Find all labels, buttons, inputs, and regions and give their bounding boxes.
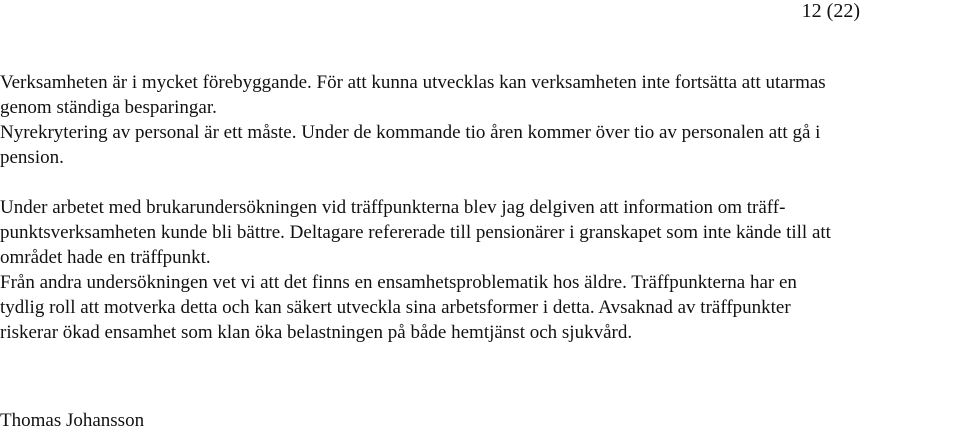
text-line: Nyrekrytering av personal är ett måste. Under de kommande tio åren kommer över tio av personalen att gå i <box>0 122 821 143</box>
text-line: Från andra undersökningen vet vi att det finns en ensamhetsproblematik hos äldre. Träffpunkterna har en <box>0 272 797 293</box>
paragraph-recruitment <box>0 120 958 170</box>
document-body <box>0 70 958 345</box>
text-line: pension. <box>0 147 64 168</box>
paragraph-loneliness <box>0 270 958 345</box>
text-line: Under arbetet med brukarundersökningen vid träffpunkterna blev jag delgiven att information om träff- <box>0 197 786 218</box>
signature-name: Thomas Johansson <box>0 410 145 431</box>
text-line: riskerar ökad ensamhet som klan öka belastningen på både hemtjänst och sjukvård. <box>0 322 633 343</box>
text-line: tydlig roll att motverka detta och kan säkert utveckla sina arbetsformer i detta. Avsaknad av träffpunkter <box>0 297 791 318</box>
text-line: Verksamheten är i mycket förebyggande. För att kunna utvecklas kan verksamheten inte fortsätta att utarmas <box>0 72 826 93</box>
text-line: punktsverksamheten kunde bli bättre. Deltagare refererade till pensionärer i granskapet som inte kände till att <box>0 222 831 243</box>
paragraph-survey <box>0 195 958 270</box>
page-number: 12 (22) <box>801 0 860 22</box>
text-line: genom ständiga besparingar. <box>0 97 217 118</box>
text-line: området hade en träffpunkt. <box>0 247 211 268</box>
paragraph-prevention <box>0 70 958 120</box>
